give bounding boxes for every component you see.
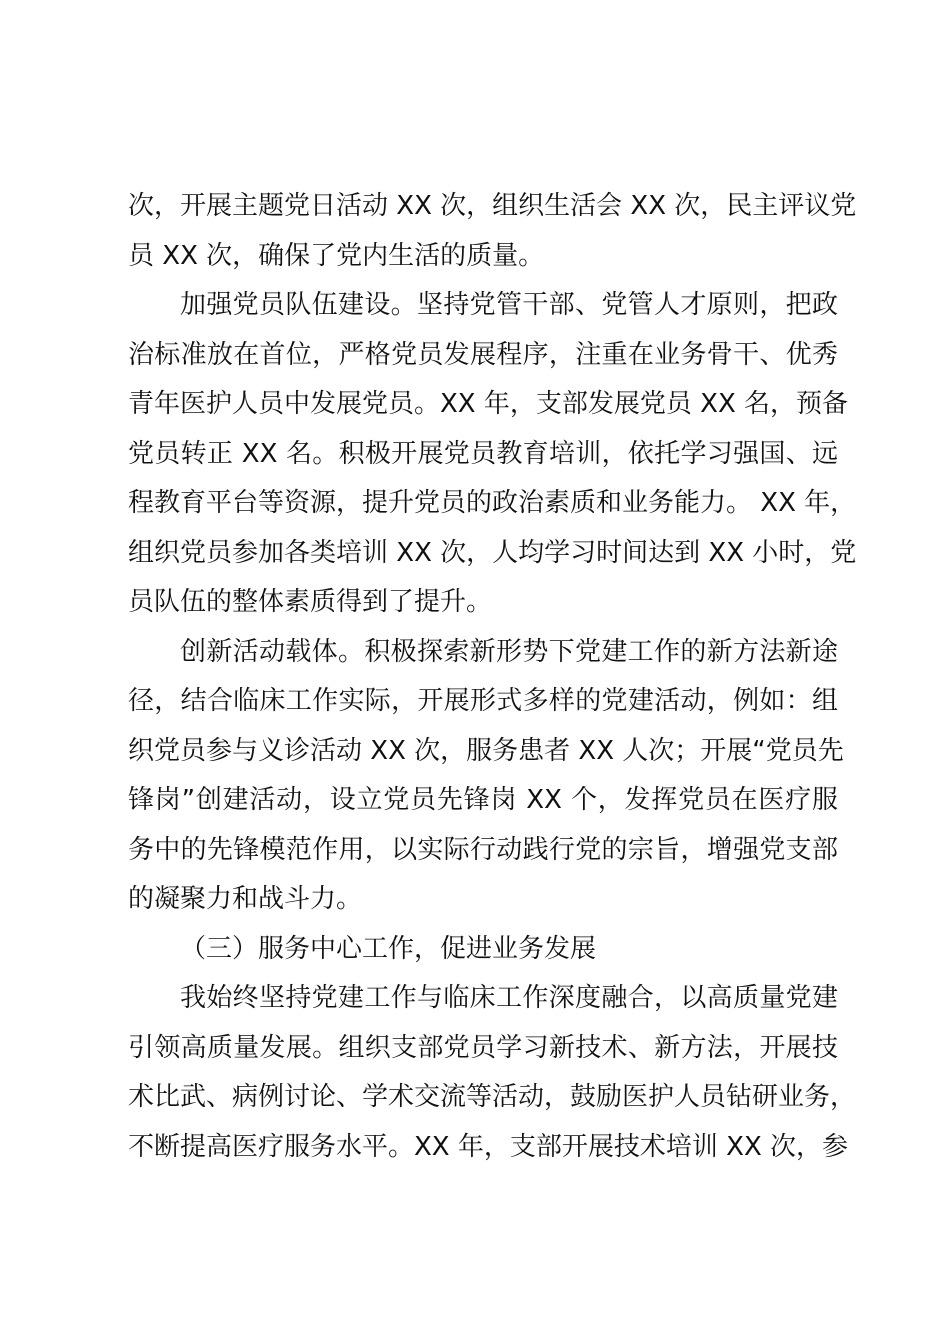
paragraph-line: 程教育平台等资源，提升党员的政治素质和业务能力。 XX 年， (128, 488, 857, 518)
paragraph-line: 党员转正 XX 名。积极开展党员教育培训，依托学习强国、远 (128, 438, 838, 469)
paragraph-line: 次，开展主题党日活动 XX 次，组织生活会 XX 次，民主评议党 (128, 191, 857, 221)
paragraph-line: 我始终坚持党建工作与临床工作深度融合，以高质量党建 (180, 983, 838, 1013)
section-heading: （三）服务中心工作，促进业务发展 (180, 933, 597, 964)
paragraph-line: 织党员参与义诊活动 XX 次，服务患者 XX 人次；开展“党员先 (128, 735, 844, 766)
paragraph-line: 术比武、病例讨论、学术交流等活动，鼓励医护人员钻研业务， (128, 1082, 857, 1112)
paragraph-line: 锋岗”创建活动，设立党员先锋岗 XX 个，发挥党员在医疗服 (128, 785, 838, 815)
paragraph-line: 创新活动载体。积极探索新形势下党建工作的新方法新途 (180, 636, 838, 667)
paragraph-line: 员 XX 次，确保了党内生活的质量。 (128, 240, 545, 271)
paragraph-line: 青年医护人员中发展党员。XX 年，支部发展党员 XX 名，预备 (128, 389, 849, 419)
paragraph-line: 组织党员参加各类培训 XX 次，人均学习时间达到 XX 小时，党 (128, 537, 857, 568)
paragraph-line: 的凝聚力和战斗力。 (128, 884, 363, 914)
paragraph-line: 径，结合临床工作实际，开展形式多样的党建活动，例如：组 (128, 686, 838, 716)
document-body (128, 182, 857, 1172)
paragraph-line: 引领高质量发展。组织支部党员学习新技术、新方法，开展技 (128, 1032, 838, 1063)
paragraph-line: 务中的先锋模范作用，以实际行动践行党的宗旨，增强党支部 (128, 834, 838, 865)
paragraph-line: 治标准放在首位，严格党员发展程序，注重在业务骨干、优秀 (128, 339, 838, 370)
paragraph-line: 员队伍的整体素质得到了提升。 (128, 587, 493, 617)
paragraph-line: 不断提高医疗服务水平。XX 年，支部开展技术培训 XX 次，参 (128, 1131, 849, 1162)
paragraph-line: 加强党员队伍建设。坚持党管干部、党管人才原则，把政 (180, 290, 838, 320)
